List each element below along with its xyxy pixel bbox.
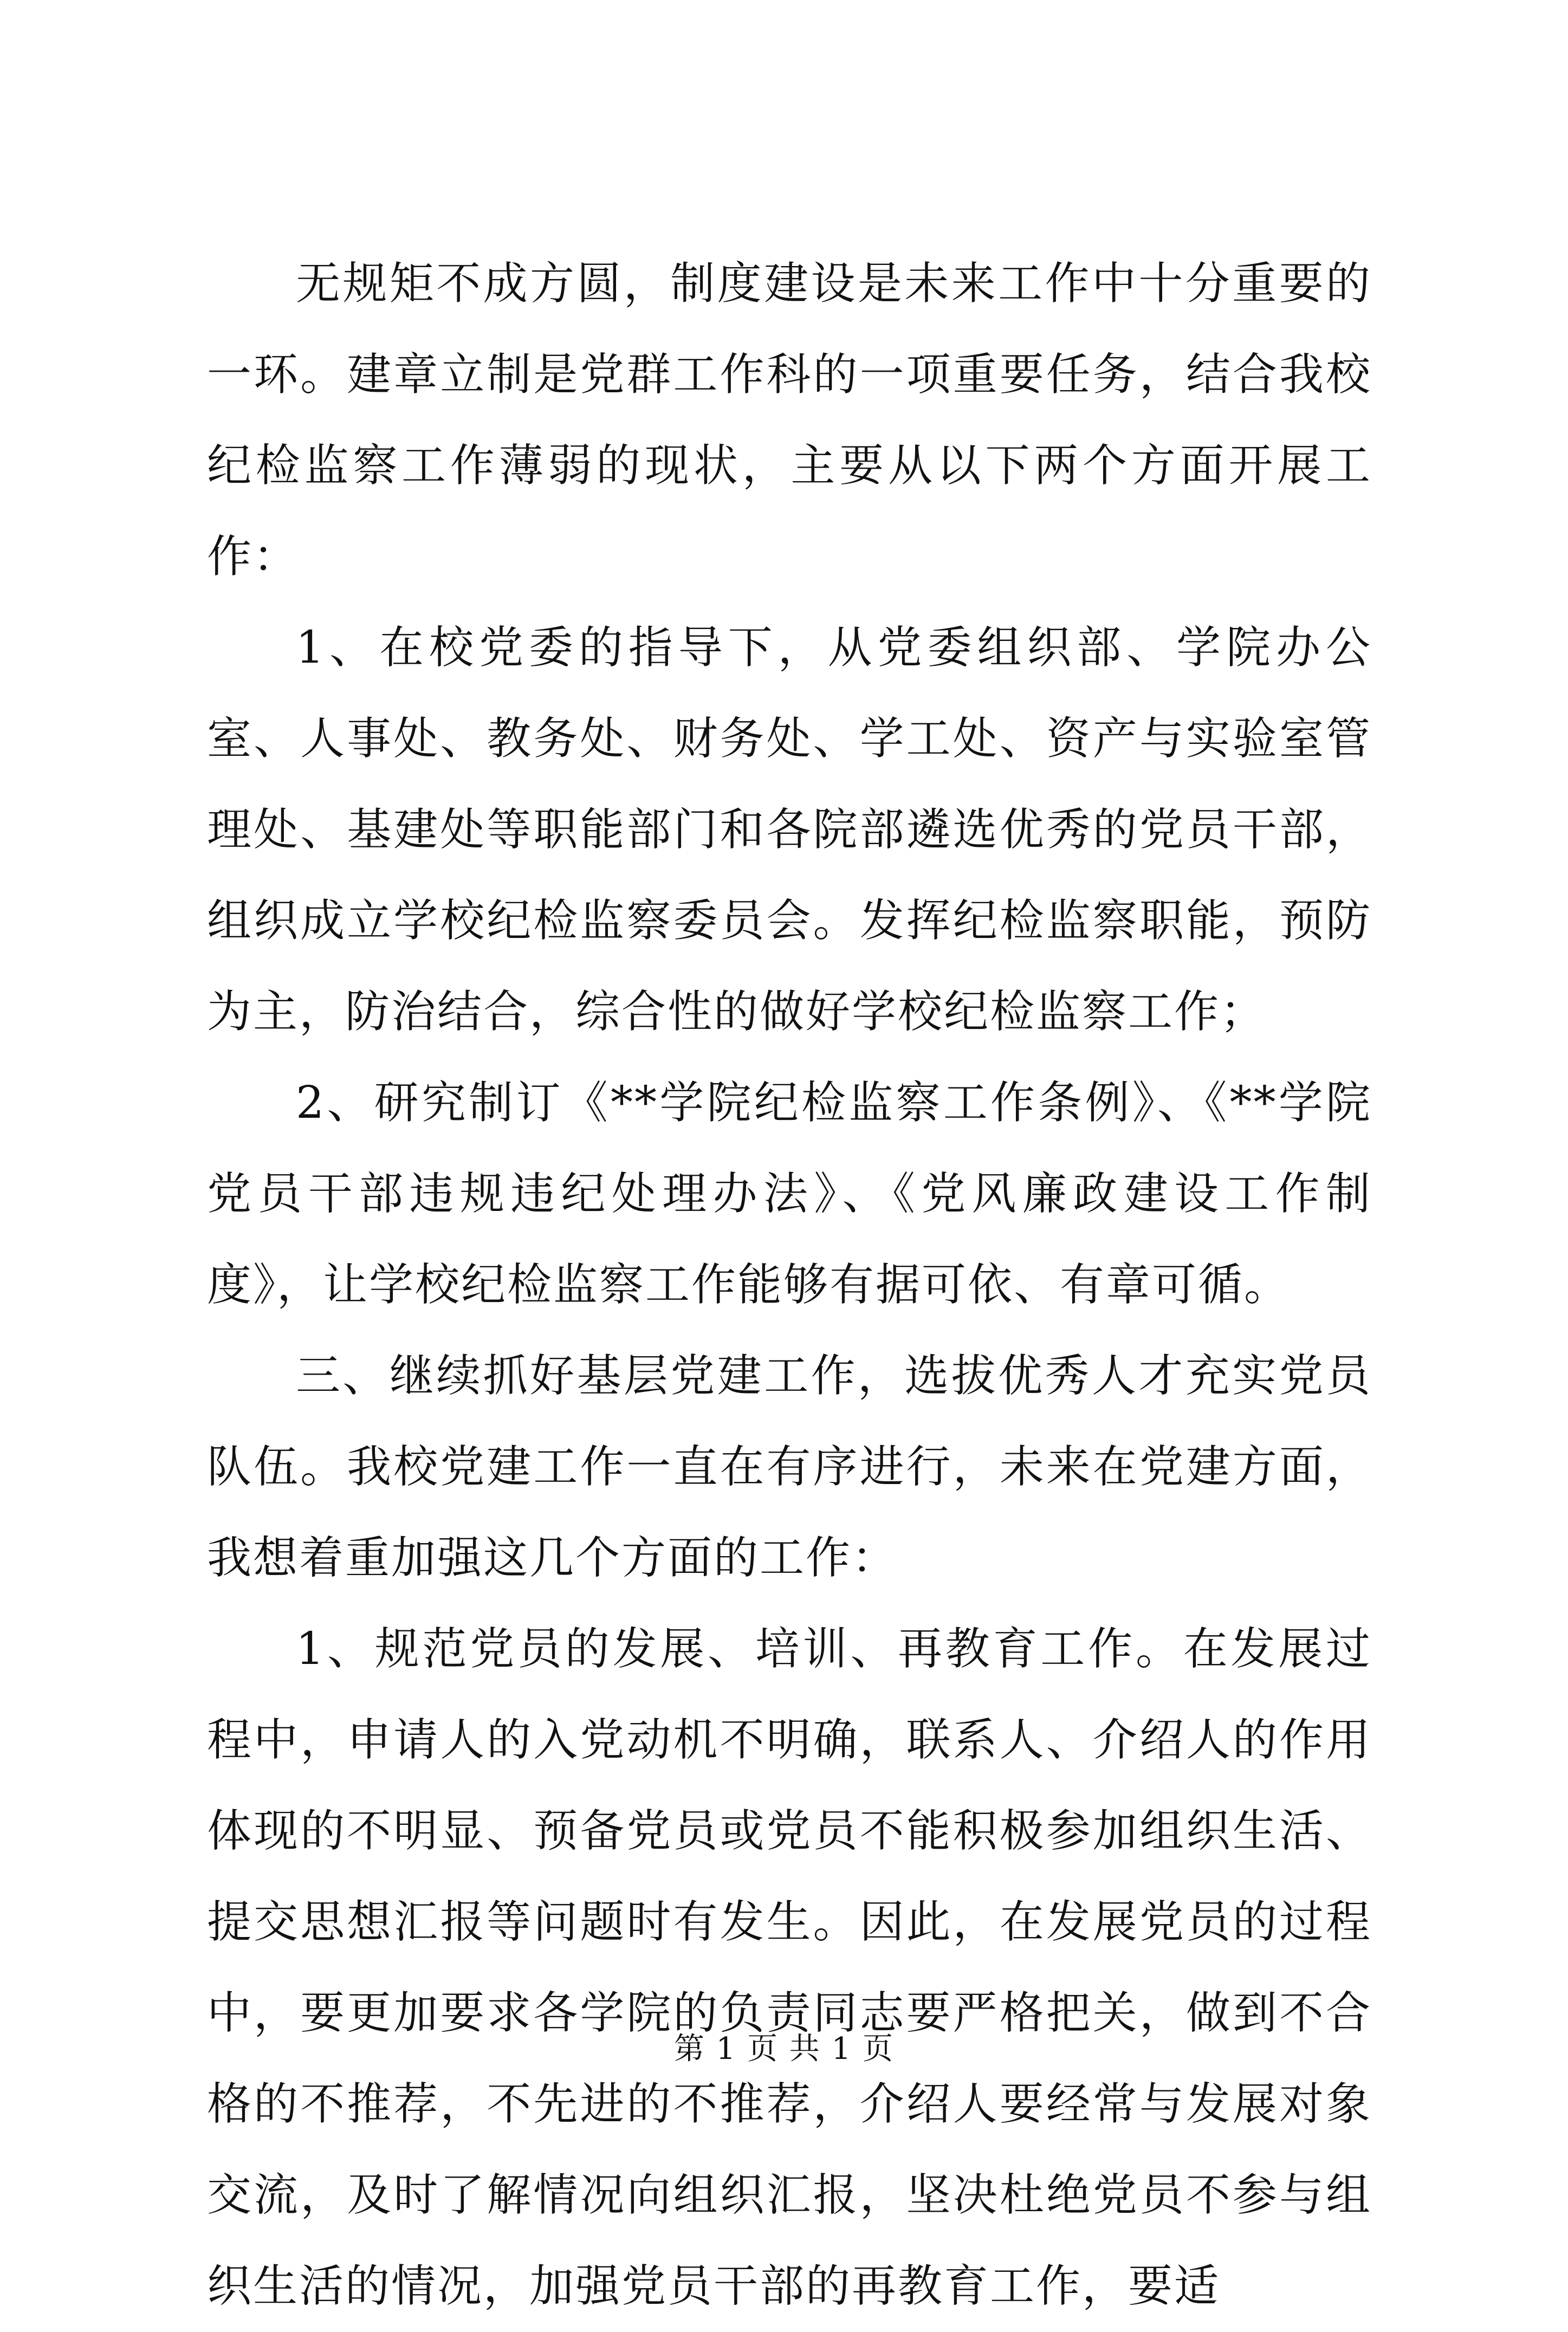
paragraph-1: 无规矩不成方圆，制度建设是未来工作中十分重要的一环。建章立制是党群工作科的一项重要任务，结合我校纪检监察工作薄弱的现状，主要从以下两个方面开展工作： — [207, 258, 1372, 582]
paragraph-2: 1、在校党委的指导下，从党委组织部、学院办公室、人事处、教务处、财务处、学工处、资产与实验室管理处、基建处等职能部门和各院部遴选优秀的党员干部，组织成立学校纪检监察委员会。发挥纪检监察职能，预防为主，防治结合，综合性的做好学校纪检监察工作； — [207, 622, 1372, 1038]
page-footer: 第 1 页 共 1 页 — [673, 2031, 895, 2067]
paragraph-3: 2、研究制订《**学院纪检监察工作条例》、《**学院党员干部违规违纪处理办法》、《党风廉政建设工作制度》，让学校纪检监察工作能够有据可依、有章可循。 — [207, 1077, 1372, 1311]
paragraph-4: 三、继续抓好基层党建工作，选拔优秀人才充实党员队伍。我校党建工作一直在有序进行，未来在党建方面，我想着重加强这几个方面的工作： — [207, 1350, 1372, 1584]
paragraph-5: 1、规范党员的发展、培训、再教育工作。在发展过程中，申请人的入党动机不明确，联系人、介绍人的作用体现的不明显、预备党员或党员不能积极参加组织生活、提交思想汇报等问题时有发生。因此，在发展党员的过程中，要更加要求各学院的负责同志要严格把关，做到不合格的不推荐，不先进的不推荐，介绍人要经常与发展对象交流，及时了解情况向组织汇报，坚决杜绝党员不参与组织生活的情况，加强党员干部的再教育工作，要适 — [207, 1623, 1372, 2312]
document-body — [207, 238, 1372, 2332]
